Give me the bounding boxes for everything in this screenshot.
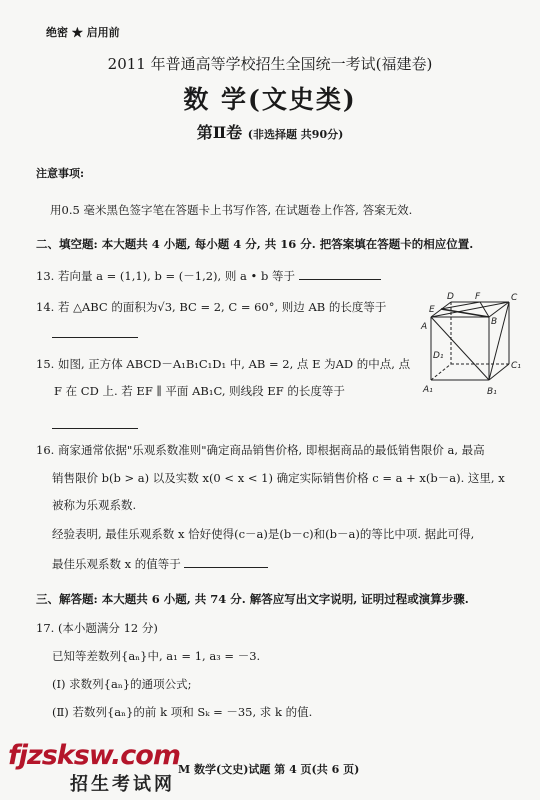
q17-number: 17. (本小题满分 12 分)	[36, 621, 158, 635]
q16-line3: 被称为乐观系数.	[52, 498, 137, 512]
subject-title: 数 学(文史类)	[183, 85, 357, 114]
section2-heading: 二、填空题: 本大题共 4 小题, 每小题 4 分, 共 16 分. 把答案填在答题卡的相应位置.	[36, 237, 474, 251]
label-d1: D₁	[433, 351, 444, 361]
label-a: A	[421, 322, 428, 332]
q16-line4: 经验表明, 最佳乐观系数 x 恰好使得(c－a)是(b－c)和(b－a)的等比中项. 据此可得,	[52, 527, 475, 541]
label-b1: B₁	[487, 387, 497, 397]
q15-line1: 15. 如图, 正方体 ABCD－A₁B₁C₁D₁ 中, AB = 2, 点 E 为AD 的中点, 点	[36, 357, 411, 371]
q17-given: 已知等差数列{aₙ}中, a₁ = 1, a₃ = －3.	[52, 649, 261, 663]
watermark-text: 招生考试网	[70, 774, 175, 795]
label-b: B	[491, 317, 498, 327]
q16-line5: 最佳乐观系数 x 的值等于	[52, 557, 181, 571]
volume-title	[0, 120, 540, 143]
label-f: F	[475, 292, 481, 302]
notice-heading: 注意事项:	[36, 167, 85, 180]
label-a1: A₁	[423, 385, 433, 395]
q16-line1: 16. 商家通常依据"乐观系数准则"确定商品销售价格, 即根据商品的最低销售限价 a, 最高	[36, 443, 485, 457]
question-13	[36, 267, 381, 284]
page-footer: M 数学(文史)试题 第 4 页(共 6 页)	[178, 763, 360, 776]
label-d: D	[447, 292, 454, 302]
question-16-line5	[52, 555, 268, 572]
label-c: C	[511, 293, 518, 303]
q17-part2: (Ⅱ) 若数列{aₙ}的前 k 项和 Sₖ = －35, 求 k 的值.	[52, 705, 313, 719]
q15-answer-blank	[52, 414, 138, 433]
cube-figure	[417, 292, 525, 407]
exam-title: 2011 年普通高等学校招生全国统一考试(福建卷)	[107, 55, 433, 73]
q16-line2: 销售限价 b(b > a) 以及实数 x(0 < x < 1) 确定实际销售价格 c = a + x(b－a). 这里, x	[52, 471, 505, 485]
volume-note: (非选择题 共90分)	[247, 128, 344, 141]
q17-part1: (Ⅰ) 求数列{aₙ}的通项公式;	[52, 677, 192, 691]
secret-label: 绝密 ★ 启用前	[46, 26, 120, 39]
watermark-logo: fjzsksw.com	[8, 740, 180, 771]
q13-text: 13. 若向量 a = (1,1), b = (－1,2), 则 a • b 等于	[36, 269, 295, 283]
section3-heading: 三、解答题: 本大题共 6 小题, 共 74 分. 解答应写出文字说明, 证明过程或演算步骤.	[36, 592, 469, 606]
label-c1: C₁	[511, 361, 521, 371]
q14-line1: 14. 若 △ABC 的面积为√3, BC = 2, C = 60°, 则边 AB 的长度等于	[36, 300, 387, 314]
q14-answer-blank	[52, 323, 138, 342]
label-e: E	[429, 305, 435, 315]
notice-text: 用0.5 毫米黑色签字笔在答题卡上书写作答, 在试题卷上作答, 答案无效.	[50, 203, 413, 217]
q13-answer-blank	[299, 267, 381, 280]
q16-answer-blank	[184, 555, 268, 568]
q15-line2: F 在 CD 上. 若 EF ∥ 平面 AB₁C, 则线段 EF 的长度等于	[54, 384, 345, 398]
volume-label: 第Ⅱ卷	[196, 123, 243, 142]
